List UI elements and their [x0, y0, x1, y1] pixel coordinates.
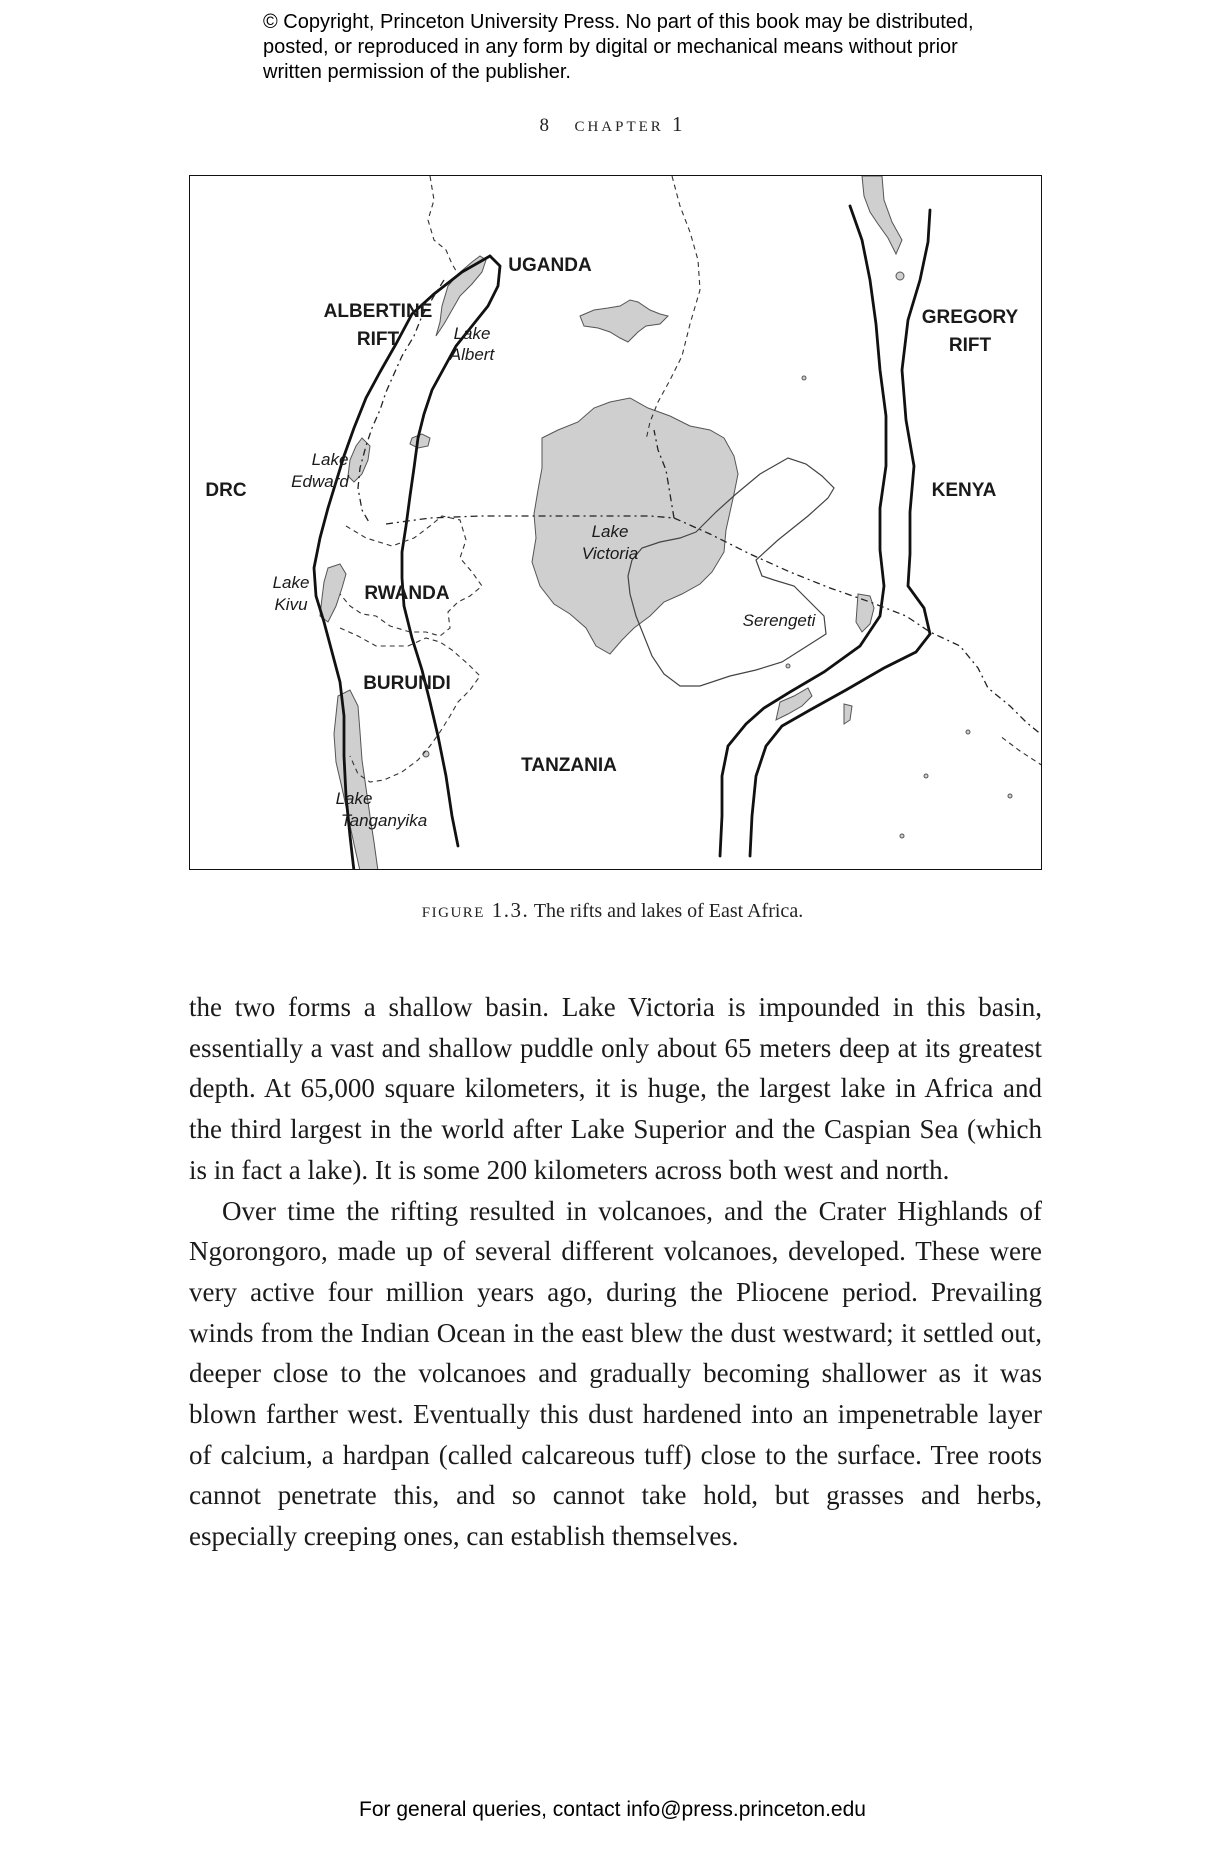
lake-kyoga-shape: [580, 300, 668, 342]
lake-kivu-shape: [320, 564, 346, 622]
label-lake-kivu-2: Kivu: [274, 595, 308, 614]
rift-map: [190, 176, 1042, 870]
figure-caption-text: The rifts and lakes of East Africa.: [533, 900, 804, 922]
border-kenya-north: [1000, 736, 1042, 766]
label-lake-edward-1: Lake: [311, 450, 349, 469]
label-drc: DRC: [205, 480, 247, 501]
lake-small-shape: [410, 434, 430, 448]
lake-tanganyika-shape: [334, 690, 378, 870]
gregory-rift-west-line: [720, 206, 886, 856]
label-lake-tanganyika-2: Tanganyika: [340, 811, 428, 830]
figure-caption: [0, 898, 1225, 923]
label-rwanda: RWANDA: [364, 583, 450, 604]
label-lake-tanganyika-1: Lake: [335, 789, 373, 808]
border-uganda-north: [428, 176, 458, 274]
page-number: 8: [539, 115, 549, 136]
paragraph: the two forms a shallow basin. Lake Victoria is impounded in this basin, essentially a vast and shallow puddle only about 65 meters deep at its greatest depth. At 65,000 square kilometers, it is huge, the largest lake in Africa and the third largest in the world after Lake Superior and the Caspian Sea (which is in fact a lake). It is some 200 kilometers across both west and north.: [189, 992, 1042, 1185]
label-tanzania: TANZANIA: [521, 755, 617, 776]
label-lake-victoria-1: Lake: [591, 522, 629, 541]
border-rwanda: [340, 516, 482, 636]
label-lake-victoria-2: Victoria: [581, 544, 639, 563]
lake-manyara-shape: [776, 688, 812, 720]
label-uganda: UGANDA: [508, 255, 592, 276]
label-albertine-rift-1: ALBERTINE: [323, 301, 433, 322]
lake-eyasi-shape: [844, 704, 852, 724]
label-burundi: BURUNDI: [363, 673, 451, 694]
lake-turkana-shape: [862, 176, 902, 254]
chapter-title: chapter 1: [574, 112, 686, 136]
running-head: [0, 112, 1225, 137]
label-kenya: KENYA: [931, 480, 997, 501]
figure-label: figure 1.3.: [421, 898, 530, 922]
label-lake-edward-2: Edward: [291, 472, 349, 491]
border-kenya-tanzania: [674, 518, 1042, 736]
lake-victoria-shape: [532, 398, 738, 654]
label-lake-kivu-1: Lake: [272, 573, 310, 592]
gregory-rift-east-line: [750, 210, 930, 856]
label-lake-albert-2: Albert: [449, 345, 495, 364]
body-text: [189, 987, 1042, 1557]
footer-contact: For general queries, contact info@press.princeton.edu: [359, 1798, 866, 1821]
label-serengeti: Serengeti: [742, 611, 816, 630]
rift-map-figure: [189, 175, 1042, 870]
copyright-notice: © Copyright, Princeton University Press. No part of this book may be distributed, posted, or reproduced in any form by digital or mechanical means without prior written permission of the publisher.: [263, 11, 974, 83]
border-uganda-kenya-north: [646, 176, 700, 440]
label-gregory-rift-1: GREGORY: [921, 307, 1019, 328]
label-gregory-rift-2: RIFT: [948, 335, 992, 356]
paragraph: Over time the rifting resulted in volcanoes, and the Crater Highlands of Ngorongoro, made up of several different volcanoes, developed. These were very active four million years ago, during the Pliocene period. Prevailing winds from the Indian Ocean in the east blew the dust westward; it settled out, deeper close to the volcanoes and gradually becoming shallower as it was blown farther west. Eventually this dust hardened into an impenetrable layer of calcium, a hardpan (called calcareous tuff) close to the surface. Tree roots cannot penetrate this, and so cannot take hold, but grasses and herbs, especially creeping ones, can establish themselves.: [189, 1195, 1042, 1552]
label-lake-albert-1: Lake: [453, 324, 491, 343]
label-albertine-rift-2: RIFT: [356, 329, 400, 350]
